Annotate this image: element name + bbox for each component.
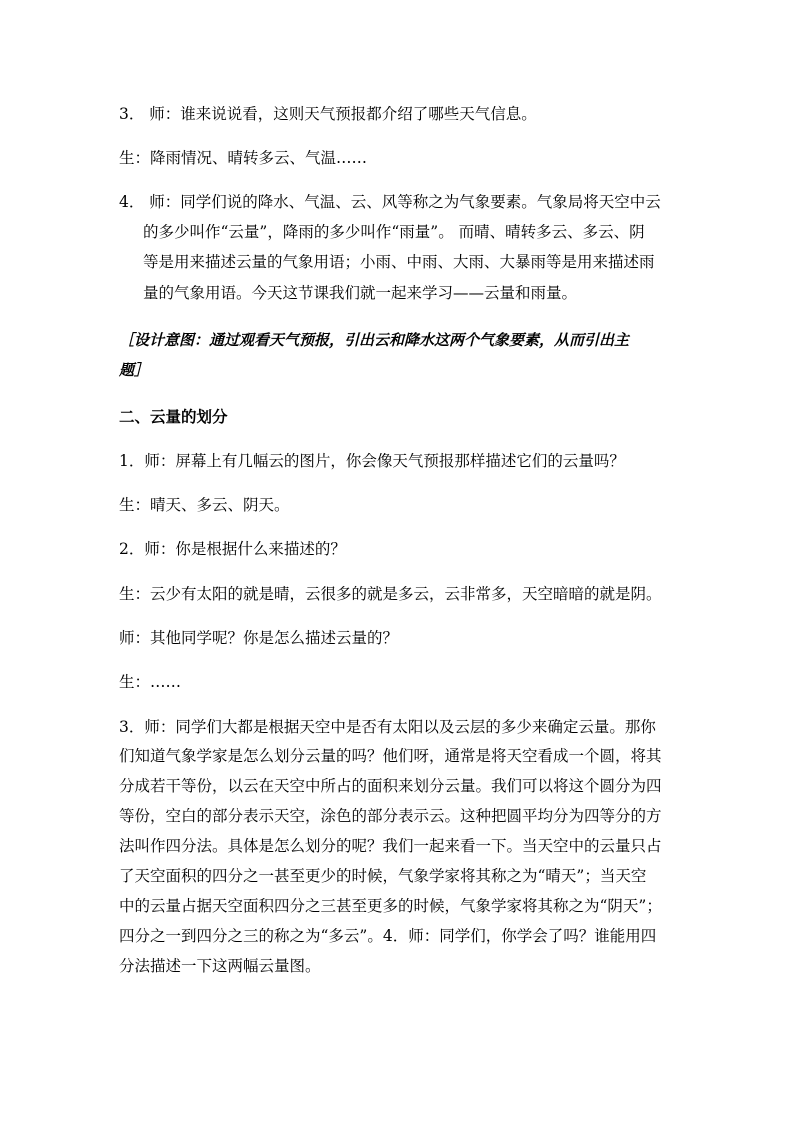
text-line-teacher-3-p5: 法叫作四分法。具体是怎么划分的呢？我们一起来看一下。当天空中的云量只占 xyxy=(119,837,662,855)
text-line-teacher-3-p7: 中的云量占据天空面积四分之三甚至更多的时候，气象学家将其称之为“阴天”； xyxy=(119,897,662,915)
text-line-teacher-3-p9: 分法描述一下这两幅云量图。 xyxy=(119,957,321,975)
text-line-teacher-4-cont-1: 的多少叫作“云量”，降雨的多少叫作“雨量”。 而晴、晴转多云、多云、阴 xyxy=(143,223,645,241)
text-line-student-1: 生：晴天、多云、阴天。 xyxy=(119,496,290,514)
section-heading: 二、云量的划分 xyxy=(119,408,228,426)
text-line-teacher-followup: 师：其他同学呢？你是怎么描述云量的？ xyxy=(119,629,399,647)
text-line-student-answer: 生：降雨情况、晴转多云、气温…… xyxy=(119,149,368,167)
text-line-teacher-2: 2．师：你是根据什么来描述的？ xyxy=(119,540,346,558)
design-intent-line-1: ［设计意图：通过观看天气预报，引出云和降水这两个气象要素，从而引出主 xyxy=(119,331,630,349)
text-line-teacher-3-p8: 四分之一到四分之三的称之为“多云”。4．师：同学们，你学会了吗？谁能用四 xyxy=(119,927,657,945)
text-line-teacher-4-cont-2: 等是用来描述云量的气象用语；小雨、中雨、大雨、大暴雨等是用来描述雨 xyxy=(143,253,655,271)
text-line-teacher-4-start: 4． 师：同学们说的降水、气温、云、风等称之为气象要素。气象局将天空中云 xyxy=(119,193,661,211)
text-line-teacher-question-3: 3． 师：谁来说说看，这则天气预报都介绍了哪些天气信息。 xyxy=(119,105,537,123)
text-line-teacher-1: 1．师：屏幕上有几幅云的图片，你会像天气预报那样描述它们的云量吗？ xyxy=(119,452,625,470)
text-line-student-3: 生：…… xyxy=(119,673,182,691)
text-line-teacher-3-p1: 3．师：同学们大都是根据天空中是否有太阳以及云层的多少来确定云量。那你 xyxy=(119,718,656,736)
text-line-teacher-3-p3: 分成若干等份，以云在天空中所占的面积来划分云量。我们可以将这个圆分为四 xyxy=(119,777,662,795)
text-line-teacher-4-cont-3: 量的气象用语。今天这节课我们就一起来学习——云量和雨量。 xyxy=(143,284,578,302)
text-line-student-2: 生：云少有太阳的就是晴，云很多的就是多云，云非常多，天空暗暗的就是阴。 xyxy=(119,585,662,603)
text-line-teacher-3-p4: 等份，空白的部分表示天空，涂色的部分表示云。这种把圆平均分为四等分的方 xyxy=(119,807,662,825)
text-line-teacher-3-p2: 们知道气象学家是怎么划分云量的吗？他们呀，通常是将天空看成一个圆，将其 xyxy=(119,747,662,765)
design-intent-line-2: 题］ xyxy=(119,361,150,379)
text-line-teacher-3-p6: 了天空面积的四分之一甚至更少的时候，气象学家将其称之为“晴天”；当天空 xyxy=(119,867,647,885)
